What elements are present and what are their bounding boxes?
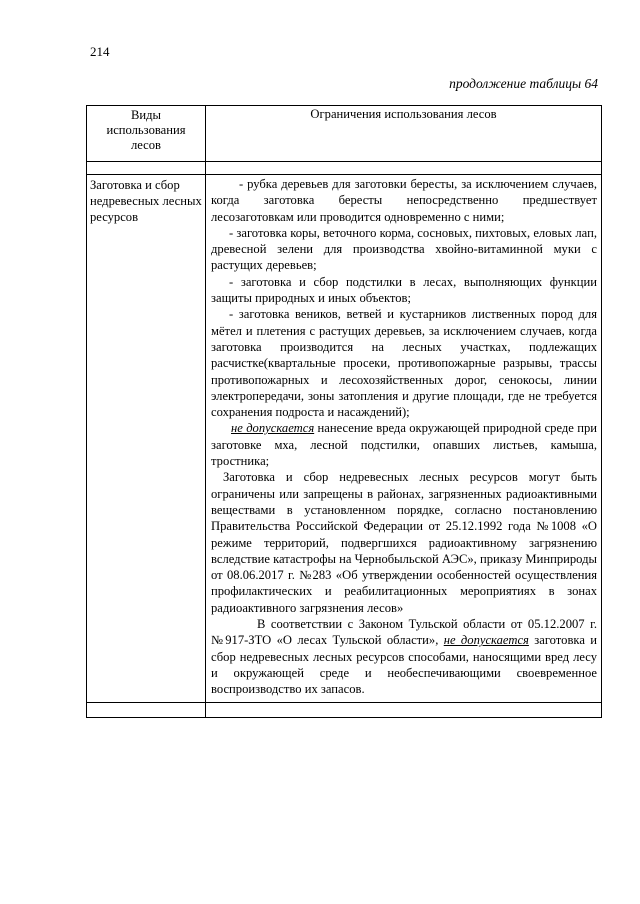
header-cell-restrictions: Ограничения использования лесов xyxy=(206,106,602,162)
emphasis-not-allowed: не допускается xyxy=(443,633,529,648)
emphasis-not-allowed: не допускается xyxy=(231,421,315,436)
restriction-paragraph: - заготовка коры, веточного корма, сосновых, пихтовых, еловых лап, древесной зелени для производства хвойно-витаминной муки с растущих деревьев; xyxy=(211,225,597,273)
table-bottom-row xyxy=(87,702,602,717)
table-spacer-row xyxy=(87,162,602,175)
restriction-paragraph xyxy=(211,616,597,697)
restriction-text: В соответствии с Законом Тульской области от 05.12.2007 г. №917-ЗТО «О лесах Тульской области», xyxy=(211,617,597,648)
restriction-paragraph xyxy=(211,420,597,469)
forest-use-restrictions-table xyxy=(86,105,602,718)
restrictions-cell xyxy=(206,175,602,703)
restriction-paragraph: Заготовка и сбор недревесных лесных ресурсов могут быть ограничены или запрещены в районах, загрязненных радиоактивными веществами в установленном порядке, согласно постановлению Правительства Российской Федерации от 25.12.1992 года №1008 «О режиме территорий, подвергшихся радиоактивному загрязнению вследствие катастрофы на Чернобыльской АЭС», приказу Минприроды от 08.06.2017 г. №283 «Об утверждении особенностей осуществления профилактических и реабилитационных мероприятиях в зонах радиоактивного загрязнения лесов» xyxy=(211,470,597,615)
restriction-paragraph: - заготовка и сбор подстилки в лесах, выполняющих функции защиты природных и иных объектов; xyxy=(211,274,597,306)
restriction-paragraph: - рубка деревьев для заготовки бересты, за исключением случаев, когда заготовка бересты непосредственно предшествует лесозаготовкам или проводится одновременно с ними; xyxy=(211,177,597,224)
restriction-paragraph: - заготовка веников, ветвей и кустарников лиственных пород для мётел и плетения с растущих деревьев, за исключением случаев, когда заготовка производится на лесных участках, подлежащих расчистке(квартальные просеки, противопожарные разрывы, трассы противопожарных и лесохозяйственных дорог, сенокосы, линии электропередачи, зоны затопления и другие площади, где не требуется сохранения подроста и насаждений); xyxy=(211,307,597,420)
table-header-row xyxy=(87,106,602,162)
page-number: 214 xyxy=(90,44,110,59)
table-continuation-title: продолжение таблицы 64 xyxy=(449,76,598,91)
table-row xyxy=(87,175,602,703)
restriction-text: заготовка и сбор недревесных лесных ресурсов способами, наносящими вред лесу и окружающей среде и необеспечивающими своевременное воспроизводство их запасов. xyxy=(211,633,598,697)
use-type-cell: Заготовка и сбор недревесных лесных ресурсов xyxy=(87,175,206,703)
restriction-text: нанесение вреда окружающей природной среде при заготовке мха, лесной подстилки, опавших листьев, камыша, тростника; xyxy=(211,421,597,469)
header-cell-use-type: Виды использования лесов xyxy=(87,106,206,162)
